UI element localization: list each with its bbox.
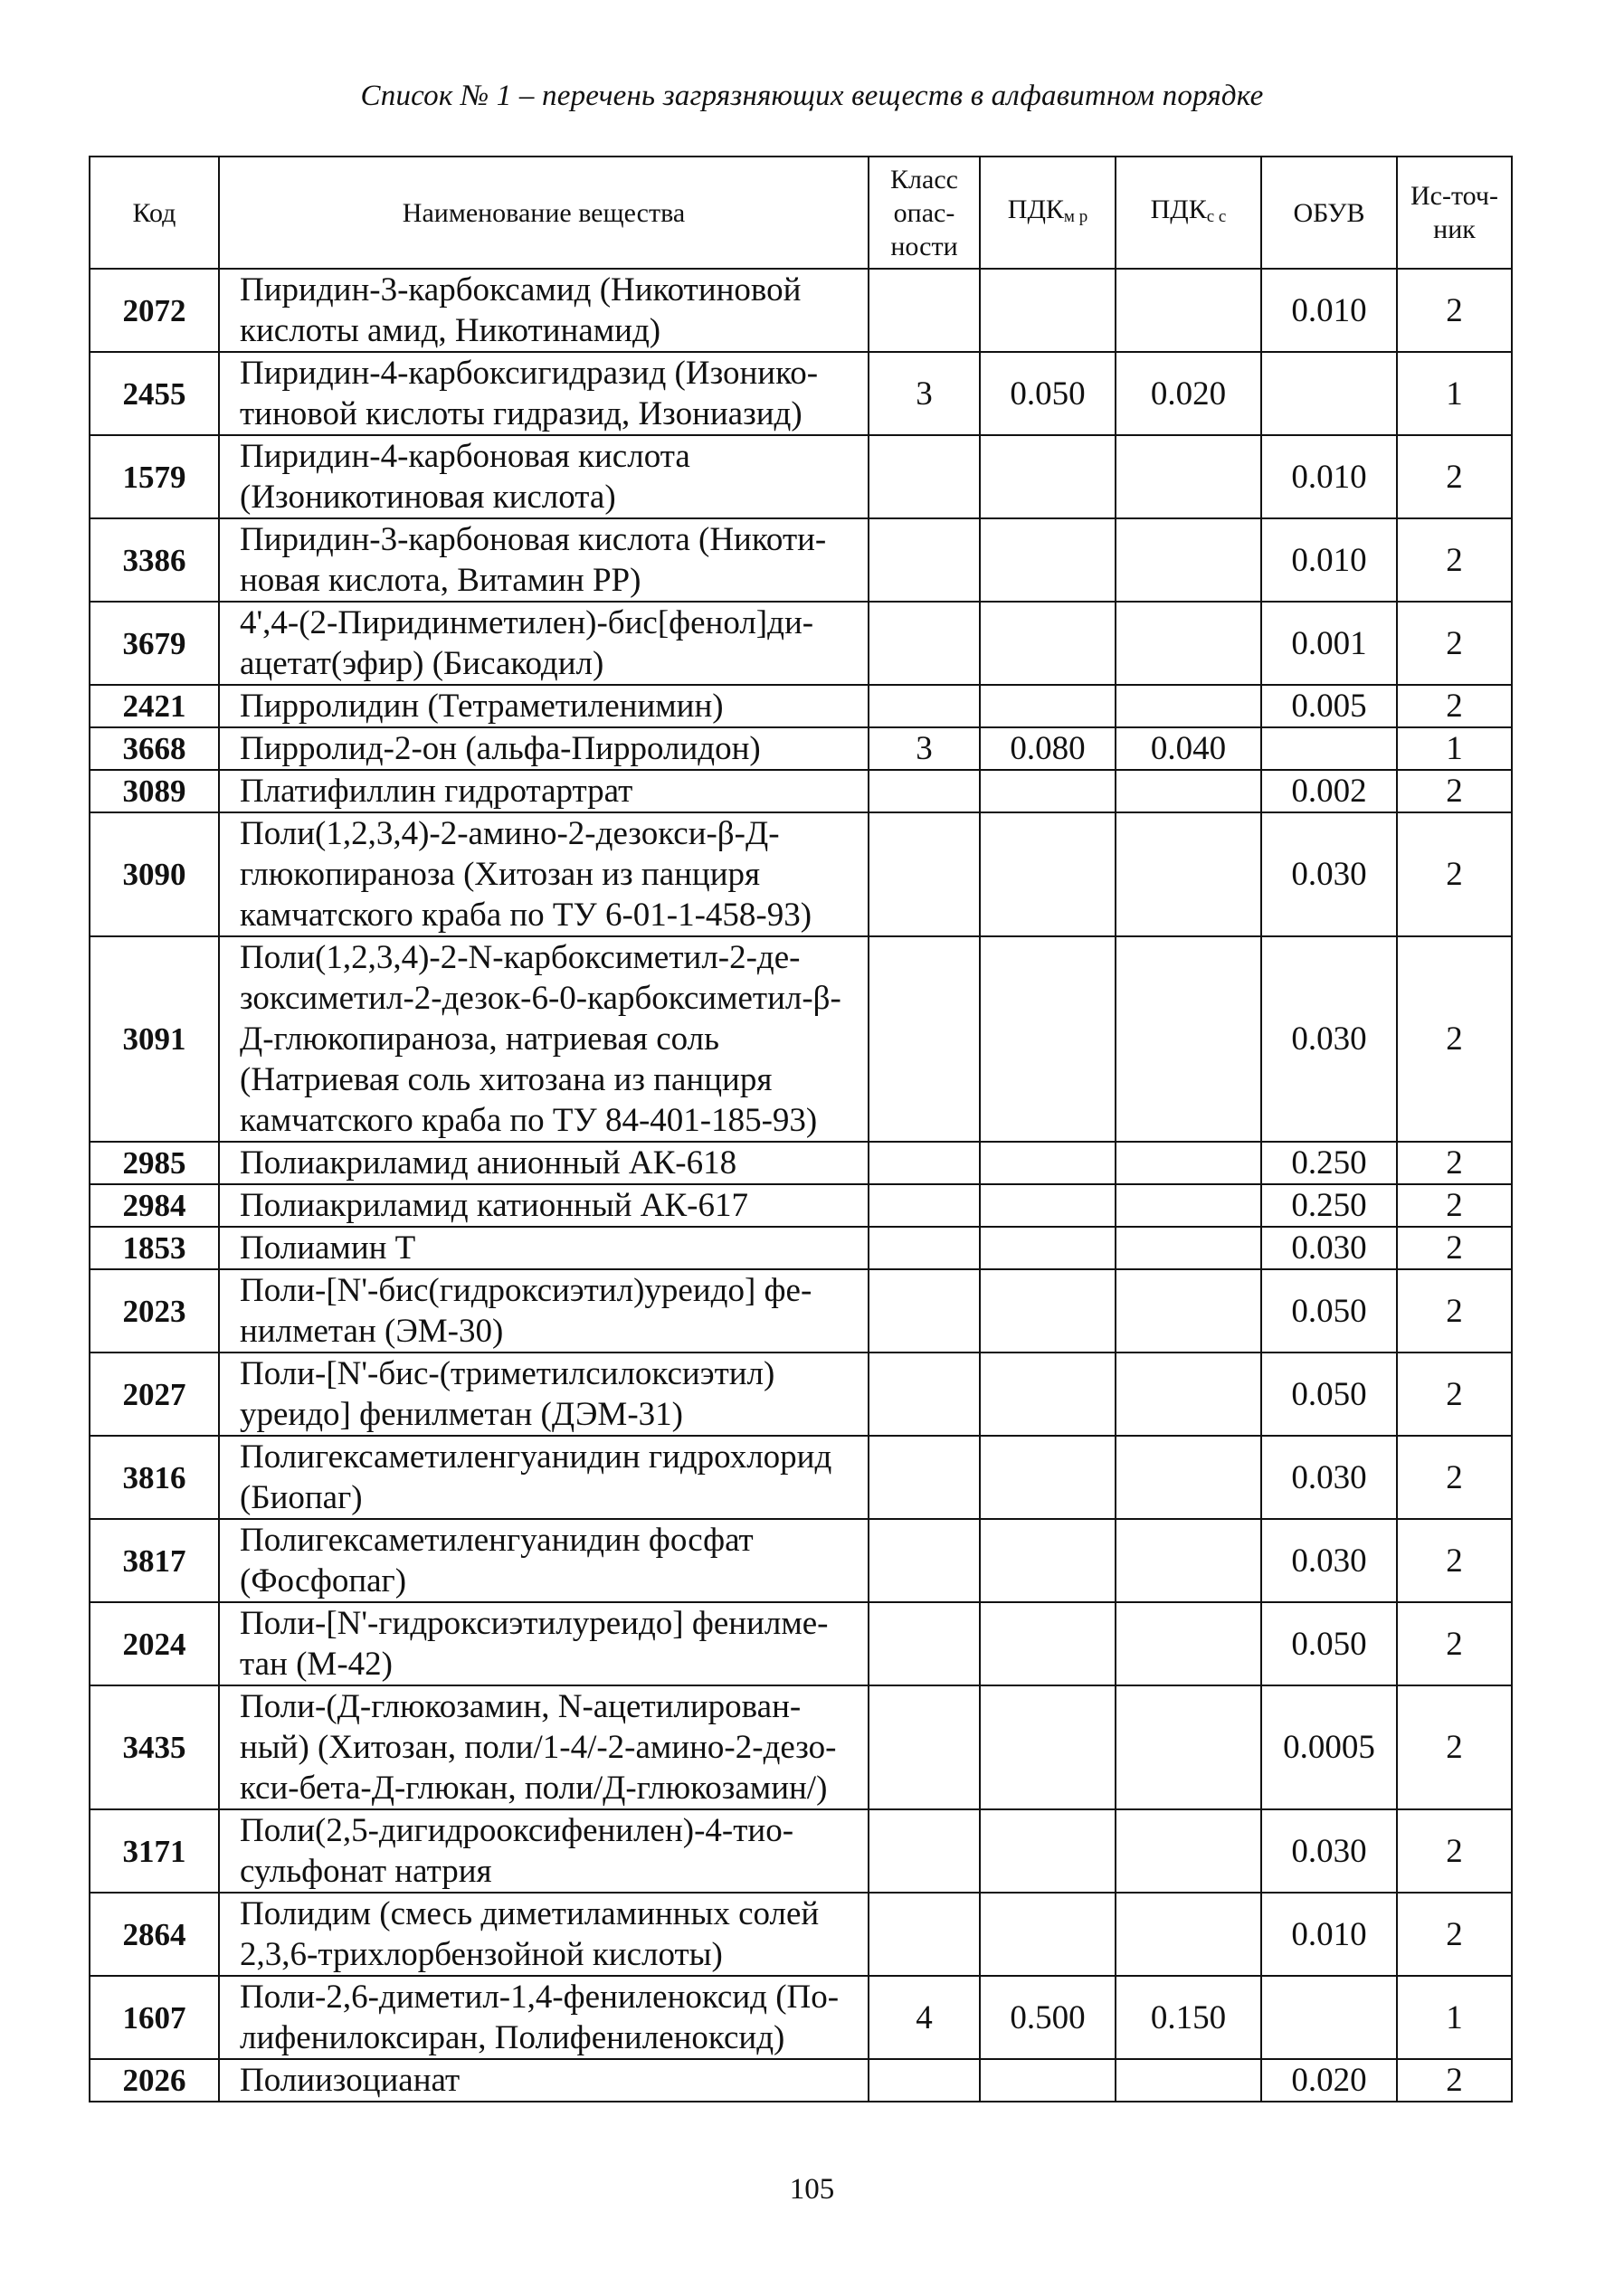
cell-pdk-ss (1116, 1519, 1261, 1602)
cell-code: 3090 (90, 812, 219, 936)
cell-name: Полидим (смесь диметиламинных солей 2,3,6-трихлорбензойной кислоты) (219, 1893, 869, 1976)
cell-hazard-class: 4 (869, 1976, 980, 2059)
cell-code: 3817 (90, 1519, 219, 1602)
header-pdk-mr (980, 157, 1116, 269)
cell-source: 2 (1397, 1602, 1512, 1685)
cell-obuv: 0.0005 (1261, 1685, 1397, 1809)
cell-hazard-class (869, 518, 980, 602)
header-source: Ис-точ-ник (1397, 157, 1512, 269)
cell-obuv: 0.010 (1261, 1893, 1397, 1976)
cell-code: 2864 (90, 1893, 219, 1976)
cell-name: Поли-[N'-гидроксиэтилуреидо] фенилме-тан (М-42) (219, 1602, 869, 1685)
cell-code: 1579 (90, 435, 219, 518)
cell-obuv: 0.030 (1261, 1519, 1397, 1602)
page-number: 105 (789, 2173, 835, 2206)
cell-pdk-ss (1116, 1809, 1261, 1893)
cell-code: 3171 (90, 1809, 219, 1893)
table-row (90, 1353, 1512, 1436)
cell-pdk-ss (1116, 1685, 1261, 1809)
cell-obuv: 0.050 (1261, 1602, 1397, 1685)
cell-source: 2 (1397, 435, 1512, 518)
cell-pdk-ss (1116, 770, 1261, 812)
cell-pdk-mr (980, 1353, 1116, 1436)
cell-source: 1 (1397, 352, 1512, 435)
cell-source: 2 (1397, 1353, 1512, 1436)
cell-obuv: 0.030 (1261, 1227, 1397, 1269)
header-pdk-mr-main: ПДК (1007, 194, 1064, 224)
cell-source: 2 (1397, 269, 1512, 352)
cell-source: 2 (1397, 1269, 1512, 1353)
cell-source: 2 (1397, 812, 1512, 936)
table-row (90, 1519, 1512, 1602)
cell-source: 2 (1397, 1184, 1512, 1227)
cell-hazard-class (869, 685, 980, 727)
header-code: Код (90, 157, 219, 269)
cell-code: 2985 (90, 1142, 219, 1184)
cell-pdk-ss (1116, 812, 1261, 936)
cell-hazard-class (869, 1685, 980, 1809)
cell-source: 2 (1397, 602, 1512, 685)
cell-source: 1 (1397, 1976, 1512, 2059)
cell-source: 2 (1397, 936, 1512, 1142)
cell-name: Пиридин-3-карбоксамид (Никотиновой кислоты амид, Никотинамид) (219, 269, 869, 352)
cell-pdk-mr (980, 1893, 1116, 1976)
cell-hazard-class (869, 1269, 980, 1353)
cell-pdk-ss (1116, 1602, 1261, 1685)
cell-pdk-ss (1116, 435, 1261, 518)
cell-hazard-class (869, 269, 980, 352)
cell-pdk-mr: 0.080 (980, 727, 1116, 770)
cell-pdk-mr (980, 602, 1116, 685)
cell-hazard-class (869, 1893, 980, 1976)
table-row (90, 2059, 1512, 2102)
cell-code: 3089 (90, 770, 219, 812)
cell-pdk-mr (980, 812, 1116, 936)
table-row (90, 518, 1512, 602)
table-row (90, 1269, 1512, 1353)
cell-code: 2455 (90, 352, 219, 435)
cell-code: 2984 (90, 1184, 219, 1227)
cell-pdk-ss (1116, 1353, 1261, 1436)
cell-code: 1853 (90, 1227, 219, 1269)
cell-hazard-class (869, 1602, 980, 1685)
header-hazard-class: Класс опас-ности (869, 157, 980, 269)
cell-code: 1607 (90, 1976, 219, 2059)
cell-hazard-class (869, 1353, 980, 1436)
table-row (90, 1893, 1512, 1976)
table-header-row (90, 157, 1512, 269)
cell-pdk-mr (980, 936, 1116, 1142)
cell-pdk-mr (980, 1602, 1116, 1685)
cell-obuv: 0.001 (1261, 602, 1397, 685)
cell-pdk-ss: 0.040 (1116, 727, 1261, 770)
cell-name: Поли(1,2,3,4)-2-амино-2-дезокси-β-Д-глюкопираноза (Хитозан из панциря камчатского краба по ТУ 6-01-1-458-93) (219, 812, 869, 936)
cell-code: 3435 (90, 1685, 219, 1809)
table-row (90, 269, 1512, 352)
table-row (90, 602, 1512, 685)
table-row (90, 685, 1512, 727)
table-row (90, 1685, 1512, 1809)
cell-pdk-mr (980, 1436, 1116, 1519)
cell-name: Полигексаметиленгуанидин гидрохлорид (Биопаг) (219, 1436, 869, 1519)
cell-obuv (1261, 1976, 1397, 2059)
cell-pdk-ss (1116, 602, 1261, 685)
header-obuv: ОБУВ (1261, 157, 1397, 269)
cell-pdk-mr (980, 269, 1116, 352)
cell-name: Поли-(Д-глюкозамин, N-ацетилирован-ный) (Хитозан, поли/1-4/-2-амино-2-дезо-кси-бета-Д-глюкан, поли/Д-глюкозамин/) (219, 1685, 869, 1809)
cell-name: 4',4-(2-Пиридинметилен)-бис[фенол]ди-ацетат(эфир) (Бисакодил) (219, 602, 869, 685)
cell-name: Поли(2,5-дигидрооксифенилен)-4-тио-сульфонат натрия (219, 1809, 869, 1893)
cell-obuv: 0.010 (1261, 518, 1397, 602)
cell-hazard-class (869, 812, 980, 936)
cell-name: Полиакриламид катионный АК-617 (219, 1184, 869, 1227)
cell-source: 2 (1397, 1142, 1512, 1184)
table-row (90, 812, 1512, 936)
cell-obuv: 0.010 (1261, 435, 1397, 518)
cell-pdk-ss (1116, 936, 1261, 1142)
cell-name: Поли-[N'-бис-(триметилсилоксиэтил) уреидо] фенилметан (ДЭМ-31) (219, 1353, 869, 1436)
cell-name: Полиизоцианат (219, 2059, 869, 2102)
page-title: Список № 1 – перечень загрязняющих веществ в алфавитном порядке (360, 80, 1264, 112)
cell-source: 2 (1397, 685, 1512, 727)
cell-source: 2 (1397, 2059, 1512, 2102)
cell-hazard-class (869, 602, 980, 685)
cell-code: 3816 (90, 1436, 219, 1519)
cell-obuv: 0.050 (1261, 1269, 1397, 1353)
cell-obuv: 0.005 (1261, 685, 1397, 727)
cell-code: 2072 (90, 269, 219, 352)
cell-pdk-mr (980, 518, 1116, 602)
cell-hazard-class (869, 1142, 980, 1184)
cell-source: 2 (1397, 1685, 1512, 1809)
cell-pdk-ss (1116, 2059, 1261, 2102)
cell-pdk-mr (980, 1519, 1116, 1602)
table-row (90, 1184, 1512, 1227)
cell-pdk-ss (1116, 1227, 1261, 1269)
cell-code: 2023 (90, 1269, 219, 1353)
cell-name: Пирролид-2-он (альфа-Пирролидон) (219, 727, 869, 770)
cell-hazard-class (869, 2059, 980, 2102)
cell-pdk-mr (980, 1809, 1116, 1893)
cell-name: Пирролидин (Тетраметиленимин) (219, 685, 869, 727)
cell-pdk-mr (980, 2059, 1116, 2102)
cell-name: Пиридин-3-карбоновая кислота (Никоти-новая кислота, Витамин PP) (219, 518, 869, 602)
cell-hazard-class (869, 435, 980, 518)
cell-name: Платифиллин гидротартрат (219, 770, 869, 812)
table-row (90, 1809, 1512, 1893)
header-pdk-ss-main: ПДК (1150, 194, 1207, 224)
cell-obuv: 0.030 (1261, 812, 1397, 936)
table-row (90, 1436, 1512, 1519)
table-row (90, 727, 1512, 770)
cell-code: 2421 (90, 685, 219, 727)
header-pdk-mr-subscript: м р (1063, 206, 1088, 226)
cell-hazard-class (869, 936, 980, 1142)
cell-code: 2027 (90, 1353, 219, 1436)
cell-pdk-ss (1116, 518, 1261, 602)
cell-pdk-ss: 0.020 (1116, 352, 1261, 435)
cell-pdk-mr (980, 1269, 1116, 1353)
cell-obuv (1261, 352, 1397, 435)
header-name: Наименование вещества (219, 157, 869, 269)
cell-obuv: 0.020 (1261, 2059, 1397, 2102)
cell-name: Поли-[N'-бис(гидроксиэтил)уреидо] фе-нилметан (ЭМ-30) (219, 1269, 869, 1353)
table-row (90, 1142, 1512, 1184)
cell-hazard-class: 3 (869, 352, 980, 435)
cell-source: 2 (1397, 1519, 1512, 1602)
cell-code: 2024 (90, 1602, 219, 1685)
cell-code: 3679 (90, 602, 219, 685)
cell-source: 2 (1397, 1436, 1512, 1519)
cell-obuv: 0.030 (1261, 1809, 1397, 1893)
table-row (90, 936, 1512, 1142)
cell-name: Пиридин-4-карбоксигидразид (Изонико-тиновой кислоты гидразид, Изониазид) (219, 352, 869, 435)
cell-pdk-mr (980, 1685, 1116, 1809)
cell-source: 2 (1397, 1809, 1512, 1893)
table-row (90, 1602, 1512, 1685)
table-row (90, 770, 1512, 812)
table-body (90, 269, 1512, 2102)
cell-source: 1 (1397, 727, 1512, 770)
cell-source: 2 (1397, 1893, 1512, 1976)
cell-hazard-class (869, 1436, 980, 1519)
cell-obuv: 0.250 (1261, 1184, 1397, 1227)
cell-hazard-class (869, 1809, 980, 1893)
cell-source: 2 (1397, 518, 1512, 602)
cell-name: Полигексаметиленгуанидин фосфат (Фосфопаг) (219, 1519, 869, 1602)
cell-obuv: 0.002 (1261, 770, 1397, 812)
cell-pdk-ss (1116, 685, 1261, 727)
cell-obuv: 0.030 (1261, 1436, 1397, 1519)
table-row (90, 352, 1512, 435)
cell-pdk-ss (1116, 1142, 1261, 1184)
table-row (90, 435, 1512, 518)
cell-pdk-mr (980, 685, 1116, 727)
cell-code: 3386 (90, 518, 219, 602)
cell-name: Поли(1,2,3,4)-2-N-карбоксиметил-2-де-зоксиметил-2-дезок-6-0-карбоксиметил-β-Д-глюкопираноза, натриевая соль (Натриевая соль хитозана из панциря камчатского краба по ТУ 84-401-185-93) (219, 936, 869, 1142)
cell-source: 2 (1397, 770, 1512, 812)
cell-pdk-mr (980, 1142, 1116, 1184)
cell-obuv: 0.250 (1261, 1142, 1397, 1184)
cell-pdk-ss (1116, 1436, 1261, 1519)
header-pdk-ss-subscript: с с (1206, 206, 1227, 226)
cell-hazard-class (869, 770, 980, 812)
cell-pdk-ss (1116, 1893, 1261, 1976)
cell-pdk-ss (1116, 1184, 1261, 1227)
cell-pdk-mr (980, 435, 1116, 518)
cell-code: 3668 (90, 727, 219, 770)
cell-code: 3091 (90, 936, 219, 1142)
cell-name: Пиридин-4-карбоновая кислота (Изоникотиновая кислота) (219, 435, 869, 518)
header-pdk-ss (1116, 157, 1261, 269)
cell-name: Полиамин Т (219, 1227, 869, 1269)
cell-obuv (1261, 727, 1397, 770)
cell-hazard-class: 3 (869, 727, 980, 770)
cell-obuv: 0.010 (1261, 269, 1397, 352)
cell-code: 2026 (90, 2059, 219, 2102)
cell-pdk-ss (1116, 269, 1261, 352)
cell-obuv: 0.030 (1261, 936, 1397, 1142)
table-row (90, 1227, 1512, 1269)
cell-obuv: 0.050 (1261, 1353, 1397, 1436)
cell-pdk-ss: 0.150 (1116, 1976, 1261, 2059)
cell-hazard-class (869, 1227, 980, 1269)
table-row (90, 1976, 1512, 2059)
cell-pdk-mr: 0.050 (980, 352, 1116, 435)
cell-pdk-mr (980, 770, 1116, 812)
substances-table (89, 156, 1513, 2102)
cell-source: 2 (1397, 1227, 1512, 1269)
cell-name: Поли-2,6-диметил-1,4-фениленоксид (По-лифенилоксиран, Полифениленоксид) (219, 1976, 869, 2059)
cell-pdk-mr (980, 1227, 1116, 1269)
cell-hazard-class (869, 1184, 980, 1227)
cell-pdk-ss (1116, 1269, 1261, 1353)
cell-hazard-class (869, 1519, 980, 1602)
cell-pdk-mr (980, 1184, 1116, 1227)
cell-name: Полиакриламид анионный АК-618 (219, 1142, 869, 1184)
cell-pdk-mr: 0.500 (980, 1976, 1116, 2059)
